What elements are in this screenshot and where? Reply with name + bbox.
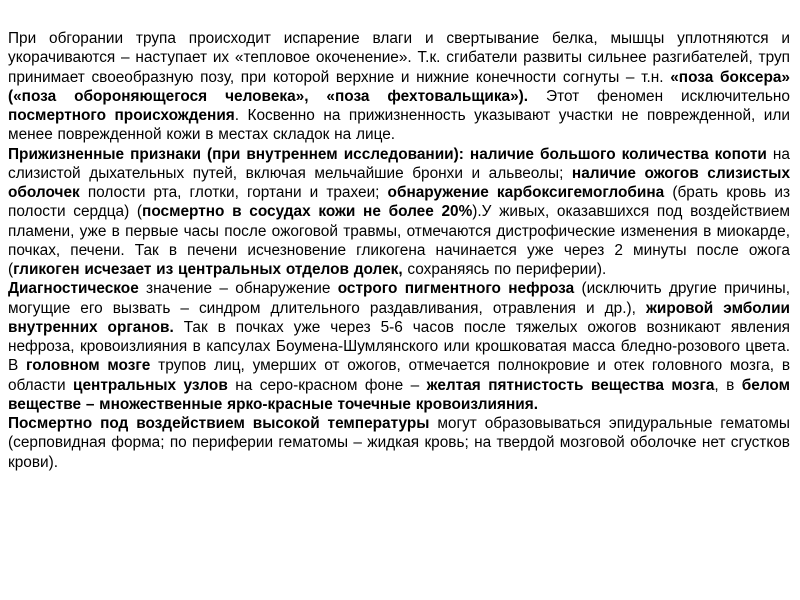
paragraph-postmortem bbox=[8, 414, 790, 472]
text-run-bold: желтая пятнистость вещества мозга bbox=[426, 376, 715, 394]
text-run: (исключить другие причины, могущие его вызвать – синдром длительного раздавливания, отравления и др.), bbox=[8, 280, 791, 317]
text-run: ).У живых, оказавшихся под воздействием пламени, уже в первые часы после ожоговой травмы, отмечаются дистрофические изменения в миокарде, почках, печени. Так в печени исчезновение гликогена начинается уже через 2 минуты после ожога ( bbox=[8, 203, 790, 278]
text-run: . Косвенно на прижизненность указывают участки не поврежденной, или менее поврежденной кожи в местах складок на лице. bbox=[8, 107, 790, 144]
paragraph-boxer-pose bbox=[8, 29, 790, 145]
text-run: Так в почках уже через 5-6 часов после тяжелых ожогов возникают явления нефроза, кровоизлияния в капсулах Боумена-Шумлянского или крошковатая масса бледно-розового цвета. В bbox=[8, 318, 790, 375]
text-run-bold: жировой эмболии внутренних органов. bbox=[8, 299, 790, 336]
paragraph-vital-signs bbox=[8, 145, 790, 280]
text-run-bold: наличие ожогов слизистых оболочек bbox=[8, 164, 791, 201]
text-run-bold: острого пигментного нефроза bbox=[337, 280, 575, 298]
text-run-bold: головном мозге bbox=[26, 357, 151, 375]
text-run-bold: гликоген исчезает из центральных отделов долек, bbox=[13, 261, 403, 278]
text-run: значение – обнаружение bbox=[138, 280, 338, 298]
paragraph-diagnostic bbox=[8, 279, 790, 414]
text-run-bold: обнаружение карбоксигемоглобина bbox=[387, 184, 665, 201]
text-run: могут образовываться эпидуральные гематомы (серповидная форма; по периферии гематомы – жидкая кровь; на твердой мозговой оболочке нет сгустков крови). bbox=[8, 415, 790, 471]
text-run-bold: «поза боксера» («поза обороняющегося человека», «поза фехтовальщика»). bbox=[8, 68, 790, 105]
text-run: трупов лиц, умерших от ожогов, отмечается полнокровие и отек головного мозга, в области bbox=[8, 357, 790, 394]
text-run-bold: Прижизненные признаки (при внутреннем исследовании): наличие большого количества копоти bbox=[8, 145, 767, 163]
text-block bbox=[8, 29, 790, 472]
text-run-bold: белом веществе – множественные ярко-красные точечные кровоизлияния. bbox=[8, 376, 791, 413]
text-run-bold: Диагностическое bbox=[8, 280, 139, 298]
text-run: на слизистой дыхательных путей, включая мельчайшие бронхи и альвеолы; bbox=[8, 145, 790, 182]
text-run: При обгорании трупа происходит испарение влаги и свертывание белка, мышцы уплотняются и укорачиваются – наступает их «тепловое окоченение». Т.к. сгибатели развиты сильнее разгибателей, труп принимает своеобразную позу, при которой верхние и нижние конечности согнуты – т.н. bbox=[8, 30, 790, 86]
text-run: на серо-красном фоне – bbox=[227, 376, 427, 394]
text-run-bold: посмертного происхождения bbox=[8, 107, 235, 124]
text-run-bold: Посмертно под воздействием высокой температуры bbox=[8, 415, 430, 432]
text-run-bold: посмертно в сосудах кожи не более 20% bbox=[142, 203, 473, 221]
text-run: (брать кровь из полости сердца) ( bbox=[8, 184, 790, 221]
text-run-bold: центральных узлов bbox=[73, 376, 228, 394]
text-run: полости рта, глотки, гортани и трахеи; bbox=[79, 184, 388, 201]
text-run: Этот феномен исключительно bbox=[528, 87, 790, 105]
text-run: , в bbox=[714, 376, 742, 394]
text-run: сохраняясь по периферии). bbox=[402, 261, 607, 278]
